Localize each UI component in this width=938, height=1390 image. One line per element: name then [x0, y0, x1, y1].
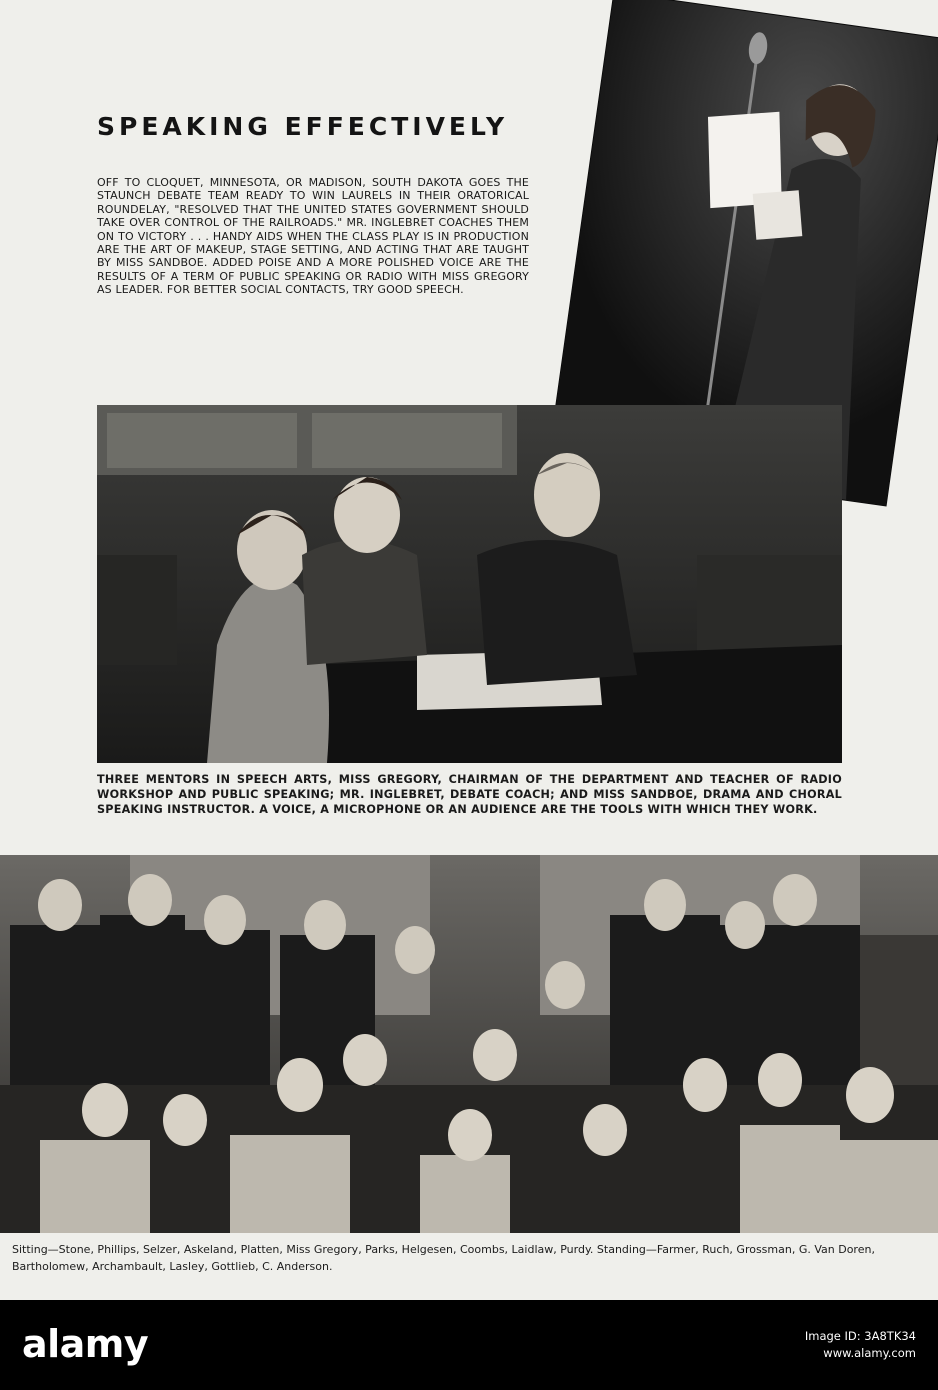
speech-class-group-photo — [0, 855, 938, 1233]
three-mentors-photo — [97, 405, 842, 763]
page-title: SPEAKING EFFECTIVELY — [97, 112, 509, 141]
watermark-footer — [0, 1300, 938, 1390]
site-url: www.alamy.com — [823, 1346, 916, 1360]
group-caption: Sitting—Stone, Phillips, Selzer, Askeland, Platten, Miss Gregory, Parks, Helgesen, Coombs, Laidlaw, Purdy. Standing—Farmer, Ruch, Grossman, G. Van Doren, Bartholomew, Archambault, Lasley, Gottlieb, C. Anderson. — [12, 1243, 875, 1273]
image-id: Image ID: 3A8TK34 — [804, 1329, 916, 1343]
footer-meta — [805, 1328, 916, 1362]
mentors-caption: THREE MENTORS IN SPEECH ARTS, MISS GREGORY, CHAIRMAN OF THE DEPARTMENT AND TEACHER OF RADIO WORKSHOP AND PUBLIC SPEAKING; MR. INGLEBRET, DEBATE COACH; AND MISS SANDBOE, DRAMA AND CHORAL SPEAKING INSTRUCTOR. A VOICE, A MICROPHONE OR AN AUDIENCE ARE THE TOOLS WITH WHICH THEY WORK. — [97, 773, 842, 816]
intro-paragraph: OFF TO CLOQUET, MINNESOTA, OR MADISON, SOUTH DAKOTA GOES THE STAUNCH DEBATE TEAM READY TO WIN LAURELS IN THEIR ORATORICAL ROUNDELAY, "RESOLVED THAT THE UNITED STATES GOVERNMENT SHOULD TAKE OVER CONTROL OF THE RAILROADS." MR. INGLEBRET COACHES THEM ON TO VICTORY . . . HANDY AIDS WHEN THE CLASS PLAY IS IN PRODUCTION ARE THE ART OF MAKEUP, STAGE SETTING, AND ACTING THAT ARE TAUGHT BY MISS SANDBOE. ADDED POISE AND A MORE POLISHED VOICE ARE THE RESULTS OF A TERM OF PUBLIC SPEAKING OR RADIO WITH MISS GREGORY AS LEADER. FOR BETTER SOCIAL CONTACTS, TRY GOOD SPEECH. — [97, 176, 529, 297]
alamy-logo: alamy — [22, 1322, 149, 1366]
